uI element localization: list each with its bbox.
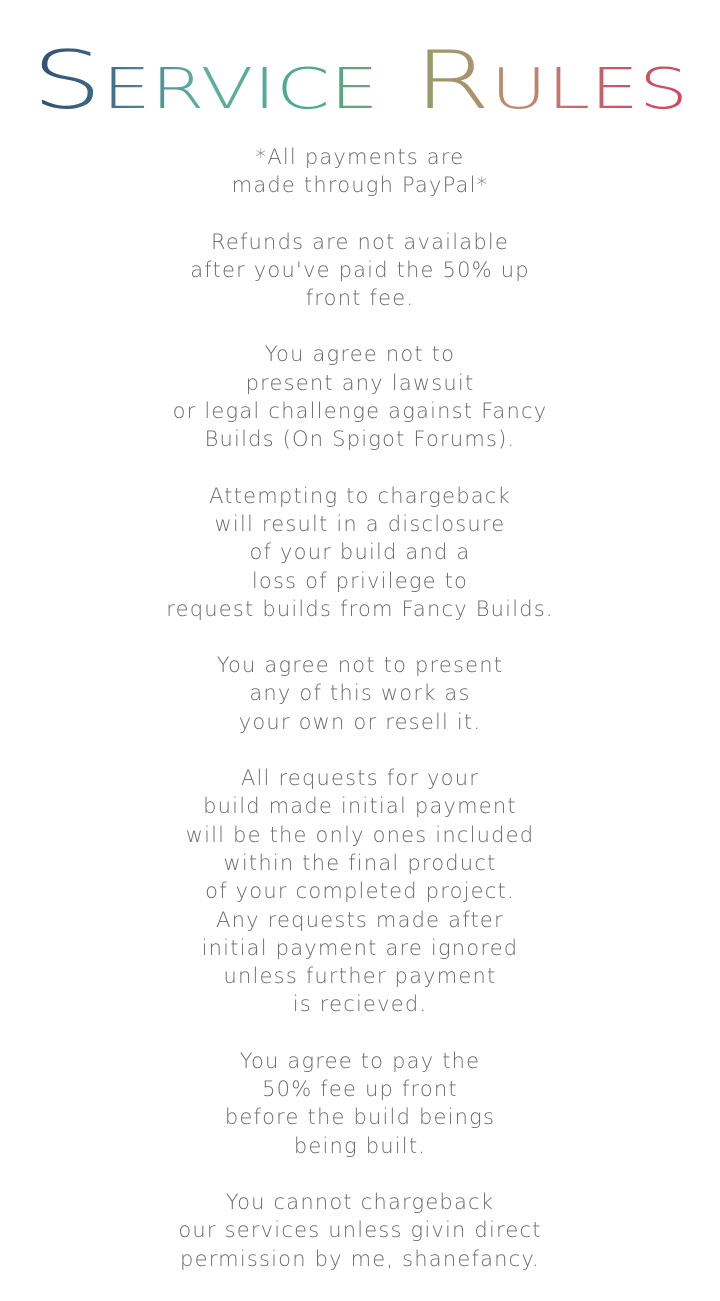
page-title-text: Service Rules (32, 34, 688, 124)
rule-line: You cannot chargeback (225, 1189, 495, 1214)
rule-line: *All payments are (255, 145, 465, 169)
rule-line: of your build and a (249, 540, 471, 565)
rule-line: is recieved. (292, 992, 428, 1017)
rule-line: our services unless givin direct (178, 1218, 542, 1243)
rule-line: Refunds are not available (210, 229, 510, 254)
service-rules-list (0, 143, 720, 1301)
rule-paragraph (0, 651, 720, 736)
rule-paragraph (0, 143, 720, 200)
rule-line: permission by me, shanefancy. (180, 1246, 540, 1271)
rule-line: any of this work as (249, 681, 471, 706)
rule-line: You agree not to (264, 342, 456, 367)
rule-line: loss of privilege to (251, 568, 469, 593)
page-title-graphic (0, 28, 720, 124)
rule-line: initial payment are ignored (201, 935, 519, 960)
rule-line: your own or resell it. (238, 709, 482, 734)
rule-line: or legal challenge against Fancy (172, 399, 548, 424)
rule-paragraph (0, 1188, 720, 1273)
rule-line: You agree not to present (216, 653, 504, 678)
rule-line: front fee. (305, 286, 415, 311)
rule-paragraph (0, 764, 720, 1019)
rule-line: within the final product (223, 850, 497, 875)
rule-line: before the build beings (224, 1105, 496, 1130)
rule-line: You agree to pay the (239, 1048, 481, 1073)
rule-line: Attempting to chargeback (209, 483, 511, 508)
rule-line: request builds from Fancy Builds. (166, 596, 554, 621)
rule-line: Any requests made after (216, 907, 504, 932)
rule-paragraph (0, 1047, 720, 1160)
rule-line: All requests for your (240, 766, 480, 791)
rule-line: unless further payment (223, 964, 497, 989)
rule-line: will be the only ones included (185, 822, 535, 847)
rule-line: after you've paid the 50% up (190, 257, 530, 282)
page-title (0, 28, 720, 124)
rule-line: of your completed project. (205, 879, 515, 904)
rule-paragraph (0, 340, 720, 453)
rule-paragraph (0, 228, 720, 313)
rule-line: being built. (293, 1133, 427, 1158)
rule-line: made through PayPal* (231, 173, 489, 198)
rule-line: Builds (On Spigot Forums). (204, 427, 516, 452)
rule-line: will result in a disclosure (214, 511, 506, 536)
rule-line: present any lawsuit (245, 370, 475, 395)
rule-line: build made initial payment (203, 794, 517, 819)
rule-paragraph (0, 482, 720, 623)
rule-line: 50% fee up front (262, 1077, 458, 1102)
